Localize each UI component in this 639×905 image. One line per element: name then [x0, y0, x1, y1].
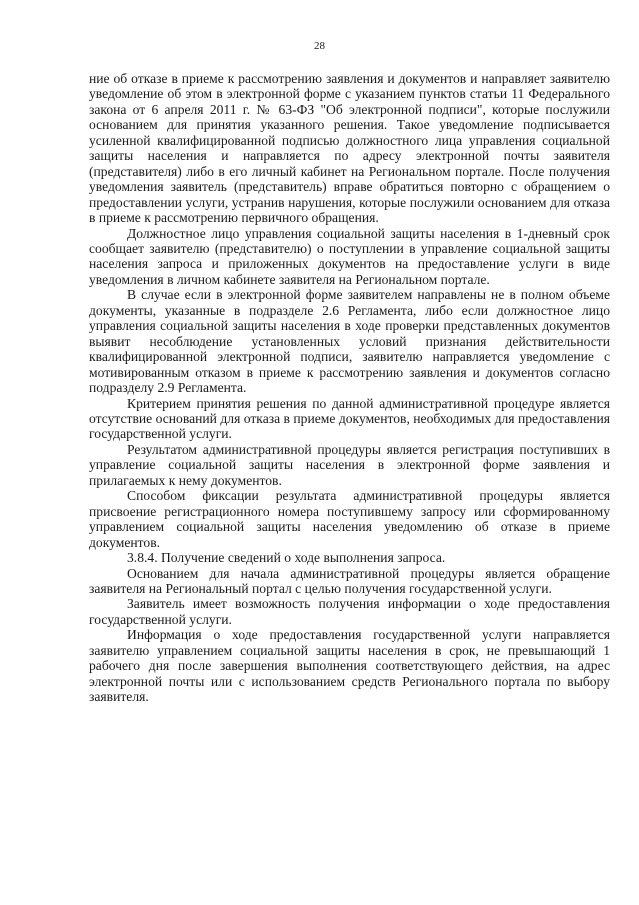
paragraph: В случае если в электронной форме заявителем направлены не в полном объеме документы, указанные в подразделе 2.6 Регламента, либо если должностное лицо управления социальной защиты населения в ходе проверки представленных документов выявит несоблюдение установленных условий признания действительности квалифицированной электронной подписи, заявителю направляется уведомление с мотивированным отказом в приеме к рассмотрению заявления и документов согласно подразделу 2.9 Регламента.: [89, 287, 610, 396]
page-number: 28: [314, 40, 325, 52]
paragraph: ние об отказе в приеме к рассмотрению заявления и документов и направляет заявителю уведомление об этом в электронной форме с указанием пунктов статьи 11 Федерального закона от 6 апреля 2011 г. № 63-ФЗ "Об электронной подписи", которые послужили основанием для принятия указанного решения. Такое уведомление подписывается усиленной квалифицированной подписью должностного лица управления социальной защиты населения и направляется по адресу электронной почты заявителя (представителя) либо в его личный кабинет на Региональном портале. После получения уведомления заявитель (представитель) вправе обратиться повторно с обращением о предоставлении услуги, устранив нарушения, которые послужили основанием для отказа в приеме к рассмотрению первичного обращения.: [89, 71, 610, 226]
paragraph: Заявитель имеет возможность получения информации о ходе предоставления государственной услуги.: [89, 596, 610, 627]
body-text: [89, 71, 610, 705]
paragraph: Должностное лицо управления социальной защиты населения в 1-дневный срок сообщает заявителю (представителю) о поступлении в управление социальной защиты населения запроса и приложенных документов на предоставление услуги в виде уведомления в личном кабинете заявителя на Региональном портале.: [89, 225, 610, 287]
paragraph: Информация о ходе предоставления государственной услуги направляется заявителю управлением социальной защиты населения в срок, не превышающий 1 рабочего дня после завершения выполнения соответствующего действия, на адрес электронной почты или с использованием средств Регионального портала по выбору заявителя.: [89, 627, 610, 705]
paragraph: Основанием для начала административной процедуры является обращение заявителя на Региональный портал с целью получения государственной услуги.: [89, 565, 610, 596]
paragraph: Результатом административной процедуры является регистрация поступивших в управление социальной защиты населения в электронной форме заявления и прилагаемых к нему документов.: [89, 441, 610, 488]
section-heading: 3.8.4. Получение сведений о ходе выполнения запроса.: [127, 550, 446, 566]
paragraph: Критерием принятия решения по данной административной процедуре является отсутствие оснований для отказа в приеме документов, необходимых для предоставления государственной услуги.: [89, 395, 610, 442]
paragraph: Способом фиксации результата административной процедуры является присвоение регистрационного номера поступившему запросу или сформированному управлением социальной защиты населения уведомлению об отказе в приеме документов.: [89, 488, 610, 550]
